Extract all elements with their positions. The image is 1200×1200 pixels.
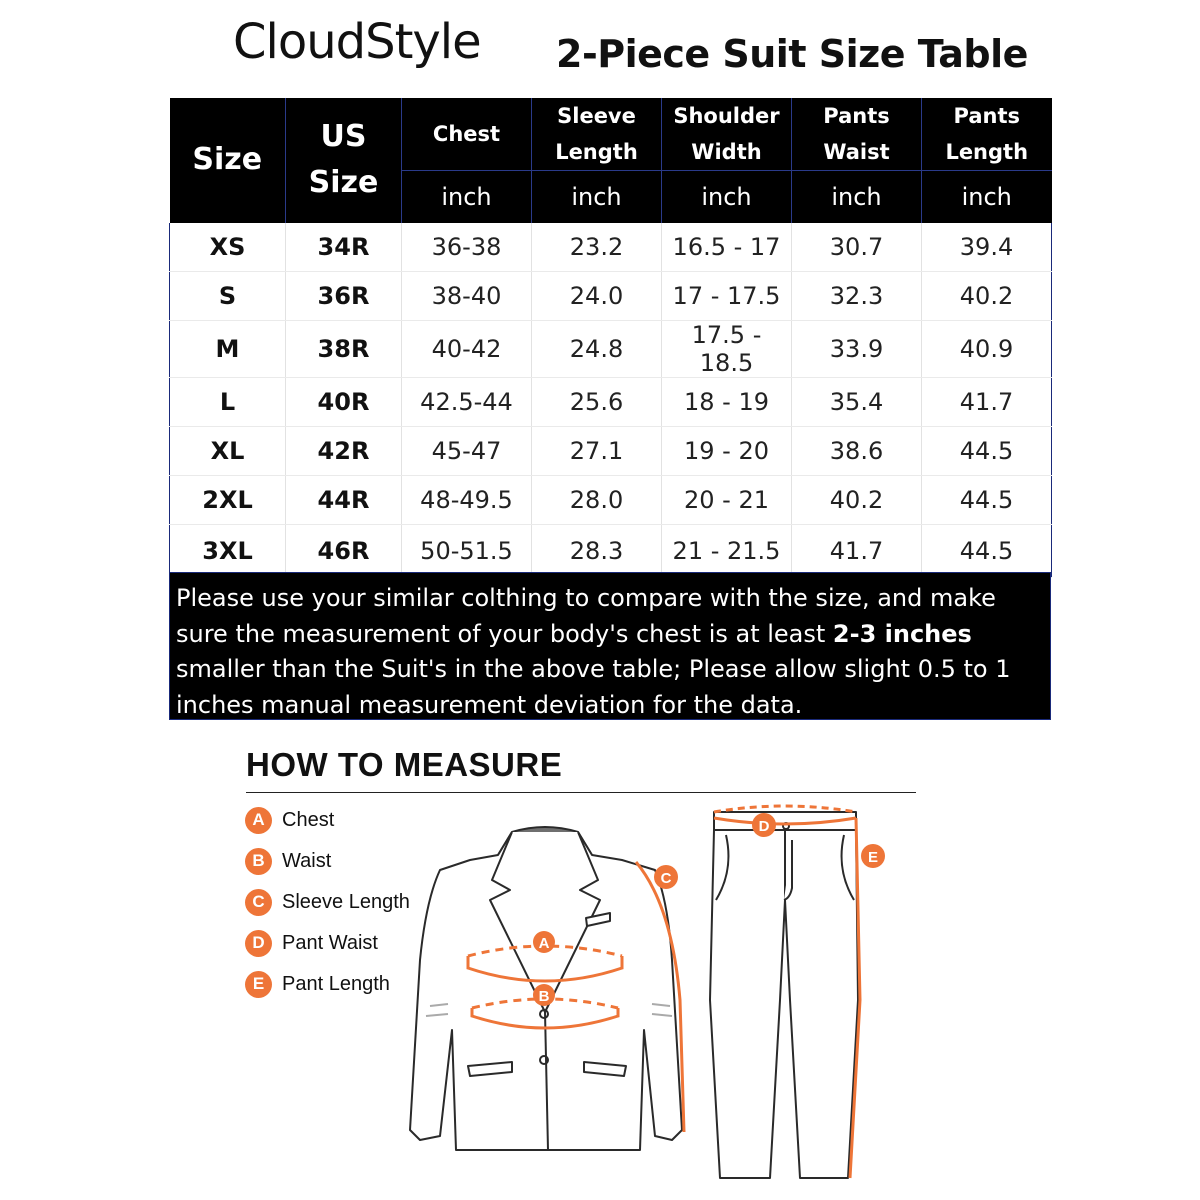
- header-sleeve-line2: Length: [555, 140, 638, 164]
- header-pants-length: [922, 98, 1052, 171]
- legend-item-sleeve-length: [245, 888, 410, 916]
- suit-illustration: [400, 800, 900, 1190]
- note-text-bold: 2-3 inches: [832, 619, 972, 648]
- table-cell-waist: 33.9: [792, 321, 922, 378]
- table-row: [170, 427, 1052, 476]
- table-cell-waist: 30.7: [792, 223, 922, 272]
- header-length-line1: Pants: [953, 104, 1020, 128]
- header-waist-line2: Waist: [823, 140, 890, 164]
- table-cell-us: 38R: [286, 321, 402, 378]
- legend-item-chest: [245, 806, 334, 834]
- legend-label: Sleeve Length: [282, 890, 410, 913]
- divider: [246, 792, 916, 793]
- table-cell-length: 39.4: [922, 223, 1052, 272]
- table-cell-length: 40.9: [922, 321, 1052, 378]
- table-cell-chest: 50-51.5: [402, 525, 532, 578]
- header-shoulder-line1: Shoulder: [673, 104, 780, 128]
- unit-chest: inch: [402, 171, 532, 223]
- header-sleeve-line1: Sleeve: [557, 104, 636, 128]
- note-text-2: smaller than the Suit's in the above table; Please allow slight 0.5 to 1 inches manual measurement deviation for the data.: [176, 655, 1011, 719]
- table-cell-length: 44.5: [922, 476, 1052, 525]
- legend-label: Pant Waist: [282, 931, 378, 954]
- table-cell-chest: 38-40: [402, 272, 532, 321]
- legend-label: Pant Length: [282, 972, 390, 995]
- table-body: [170, 223, 1052, 578]
- page-title: 2-Piece Suit Size Table: [556, 32, 1028, 76]
- legend-label: Waist: [282, 849, 332, 872]
- table-cell-us: 36R: [286, 272, 402, 321]
- header-shoulder-width: [662, 98, 792, 171]
- table-cell-size: 3XL: [170, 525, 286, 578]
- table-cell-sleeve: 24.0: [532, 272, 662, 321]
- table-cell-size: XS: [170, 223, 286, 272]
- legend-item-waist: [245, 847, 331, 875]
- svg-text:D: D: [758, 818, 770, 835]
- badge-c-marker-icon: [654, 865, 678, 889]
- table-cell-sleeve: 25.6: [532, 378, 662, 427]
- badge-e-icon: E: [245, 971, 272, 998]
- table-cell-waist: 35.4: [792, 378, 922, 427]
- size-table: [169, 98, 1052, 578]
- table-cell-us: 44R: [286, 476, 402, 525]
- table-cell-shoulder: 18 - 19: [662, 378, 792, 427]
- svg-text:C: C: [660, 870, 672, 887]
- svg-text:B: B: [538, 988, 550, 1005]
- table-cell-us: 40R: [286, 378, 402, 427]
- table-cell-shoulder: 16.5 - 17: [662, 223, 792, 272]
- table-cell-chest: 42.5-44: [402, 378, 532, 427]
- header-size: Size: [170, 98, 286, 223]
- table-cell-chest: 45-47: [402, 427, 532, 476]
- table-cell-length: 44.5: [922, 427, 1052, 476]
- measure-title: HOW TO MEASURE: [246, 746, 563, 783]
- table-cell-waist: 41.7: [792, 525, 922, 578]
- table-cell-sleeve: 28.3: [532, 525, 662, 578]
- table-cell-sleeve: 27.1: [532, 427, 662, 476]
- table-row: [170, 223, 1052, 272]
- brand-logo: CloudStyle: [233, 14, 481, 70]
- unit-length: inch: [922, 171, 1052, 223]
- table-row: [170, 476, 1052, 525]
- badge-b-marker-icon: [533, 984, 555, 1006]
- table-row: [170, 321, 1052, 378]
- table-cell-sleeve: 23.2: [532, 223, 662, 272]
- table-cell-size: XL: [170, 427, 286, 476]
- table-cell-chest: 48-49.5: [402, 476, 532, 525]
- header-us-line1: US: [320, 119, 367, 155]
- table-cell-size: L: [170, 378, 286, 427]
- table-row: [170, 272, 1052, 321]
- unit-sleeve: inch: [532, 171, 662, 223]
- suit-pants-illustration: [710, 812, 858, 1178]
- table-cell-us: 34R: [286, 223, 402, 272]
- table-cell-length: 40.2: [922, 272, 1052, 321]
- badge-c-icon: C: [245, 889, 272, 916]
- table-row: [170, 378, 1052, 427]
- table-cell-sleeve: 24.8: [532, 321, 662, 378]
- table-cell-waist: 38.6: [792, 427, 922, 476]
- svg-text:A: A: [538, 935, 550, 952]
- header-us-line2: Size: [308, 165, 379, 201]
- table-row: [170, 525, 1052, 578]
- legend-item-pant-waist: [245, 929, 378, 957]
- badge-a-marker-icon: [533, 931, 555, 953]
- size-note: [169, 572, 1051, 720]
- header-length-line2: Length: [945, 140, 1029, 164]
- table-cell-chest: 40-42: [402, 321, 532, 378]
- table-cell-us: 46R: [286, 525, 402, 578]
- note-text-1: Please use your similar colthing to compare with the size, and make sure the measurement of your body's chest is at least: [176, 584, 996, 648]
- table-cell-length: 44.5: [922, 525, 1052, 578]
- header-waist-line1: Pants: [823, 104, 890, 128]
- table-cell-size: 2XL: [170, 476, 286, 525]
- header-sleeve-length: [532, 98, 662, 171]
- header-us-size: [286, 98, 402, 223]
- svg-text:E: E: [867, 849, 879, 866]
- badge-d-icon: D: [245, 930, 272, 957]
- unit-waist: inch: [792, 171, 922, 223]
- table-cell-shoulder: 21 - 21.5: [662, 525, 792, 578]
- table-cell-shoulder: 17.5 - 18.5: [662, 321, 792, 378]
- header: [0, 0, 1200, 98]
- table-cell-shoulder: 17 - 17.5: [662, 272, 792, 321]
- table-cell-size: S: [170, 272, 286, 321]
- table-cell-sleeve: 28.0: [532, 476, 662, 525]
- table-cell-length: 41.7: [922, 378, 1052, 427]
- header-pants-waist: [792, 98, 922, 171]
- badge-e-marker-icon: [861, 844, 885, 868]
- table-cell-shoulder: 19 - 20: [662, 427, 792, 476]
- table-cell-us: 42R: [286, 427, 402, 476]
- legend-label: Chest: [282, 808, 335, 831]
- table-cell-chest: 36-38: [402, 223, 532, 272]
- table-cell-shoulder: 20 - 21: [662, 476, 792, 525]
- unit-shoulder: inch: [662, 171, 792, 223]
- header-shoulder-line2: Width: [691, 140, 762, 164]
- badge-a-icon: A: [245, 807, 272, 834]
- badge-d-marker-icon: [752, 813, 776, 837]
- table-cell-size: M: [170, 321, 286, 378]
- badge-b-icon: B: [245, 848, 272, 875]
- table-cell-waist: 40.2: [792, 476, 922, 525]
- legend-item-pant-length: [245, 970, 390, 998]
- table-cell-waist: 32.3: [792, 272, 922, 321]
- header-chest: Chest: [402, 98, 532, 171]
